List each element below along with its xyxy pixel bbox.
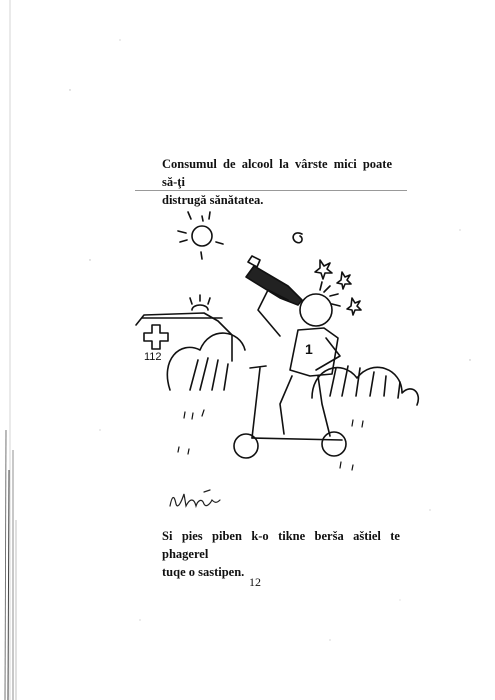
binding-edge: [0, 0, 22, 700]
bottle-icon: [246, 256, 302, 305]
romani-text-line-1: Si pies piben k-o tikne berša aštiel te phagerel: [162, 529, 400, 561]
dizzy-swirl-icon: [293, 233, 302, 243]
stars-icon: [315, 260, 361, 315]
shirt-number: 1: [305, 341, 313, 357]
romanian-text-line-1: Consumul de alcool la vârste mici poate să-ţi: [162, 157, 392, 189]
romani-text: [162, 527, 400, 581]
cartoon-illustration: [130, 200, 420, 490]
ambulance-icon: [136, 295, 232, 363]
bushes-icon: [167, 333, 418, 405]
artist-signature: [166, 486, 226, 512]
divider-line: [135, 190, 407, 191]
ambulance-number: 112: [144, 351, 162, 363]
romanian-text-line-2: distrugă sănătatea.: [162, 193, 264, 207]
boy-figure: [258, 282, 340, 436]
page-number: 12: [249, 575, 261, 589]
romani-text-line-2: tuqe o sastipen.: [162, 565, 245, 579]
sun-icon: [178, 212, 223, 259]
